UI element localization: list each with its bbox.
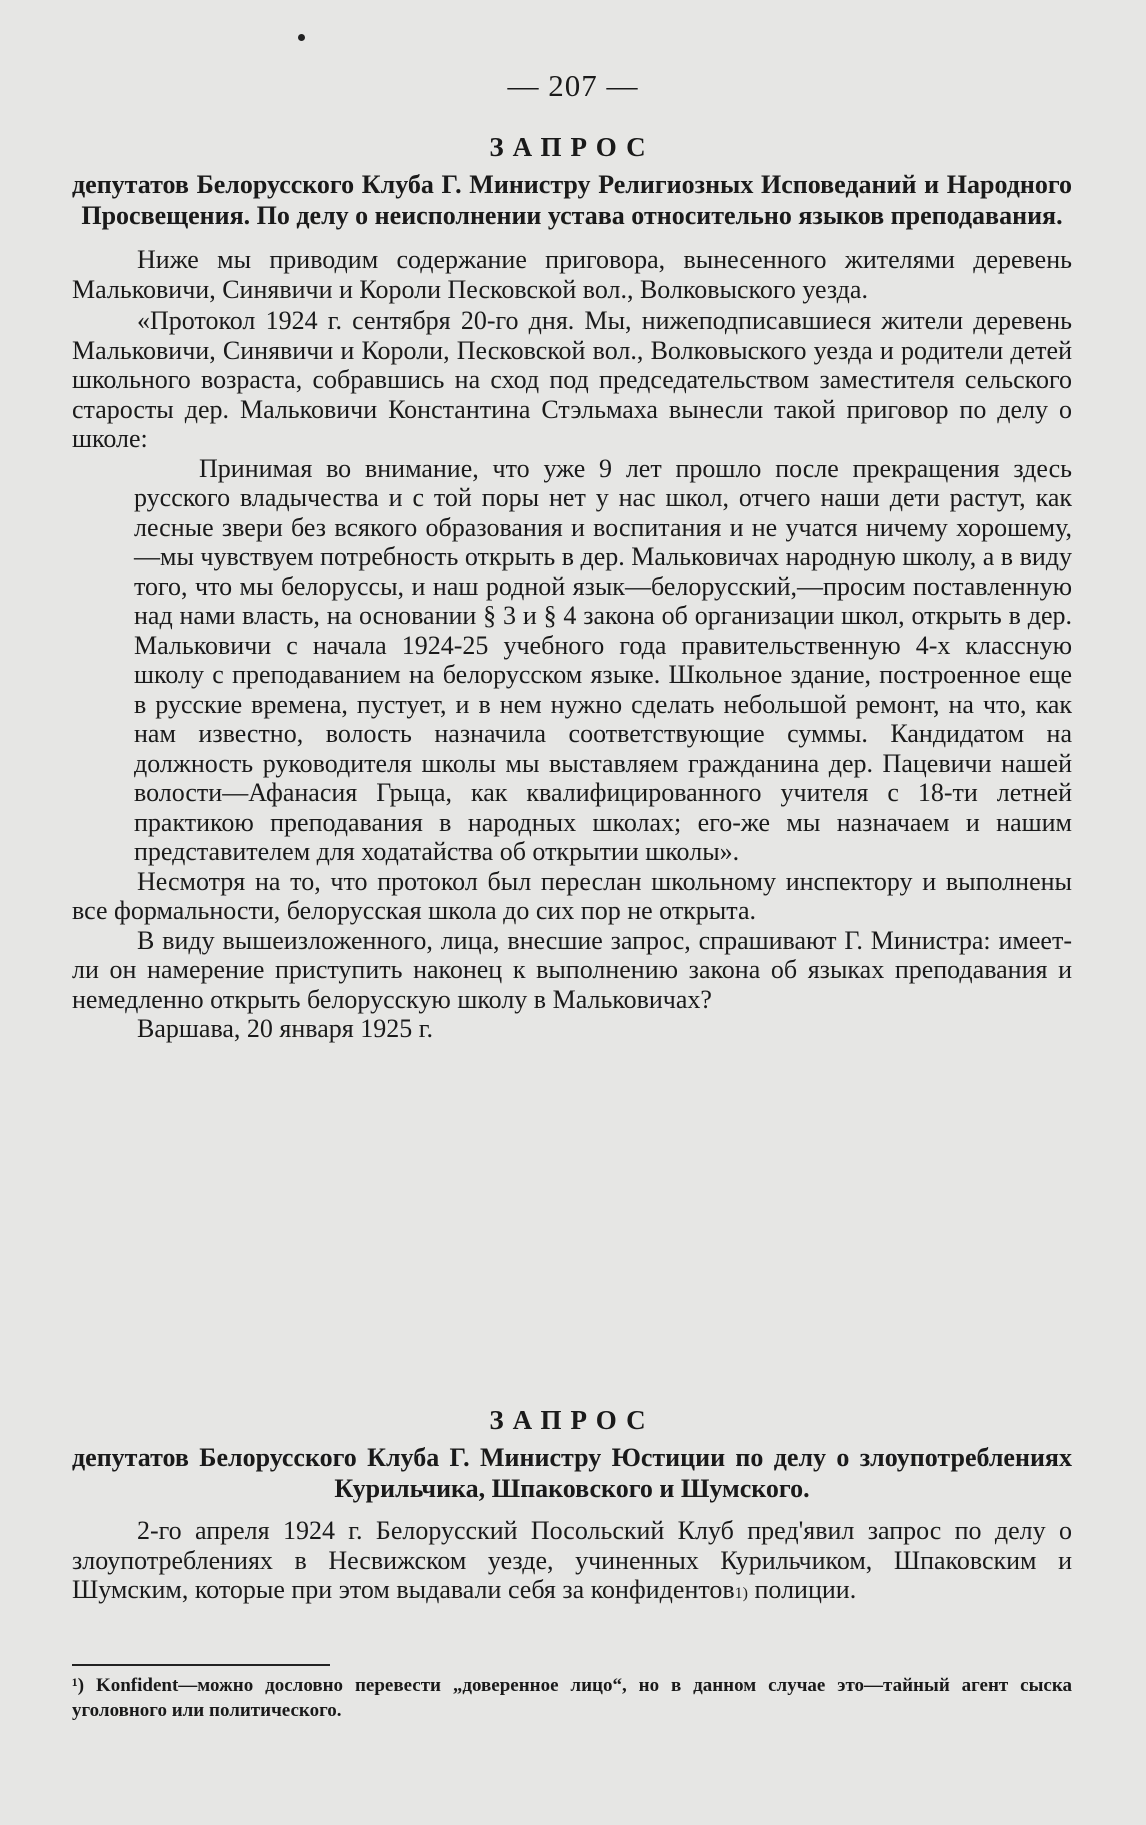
section2-paragraph-text: 2-го апреля 1924 г. Белорусский Посольский Клуб пред'явил запрос по делу о злоупотреблениях в Несвижском уезде, учиненных Курильчиком, Шпаковским и Шумским, которые при этом выдавали себя за конфидентов	[72, 1516, 1072, 1604]
section2-paragraph	[72, 1516, 1072, 1609]
section1-decision: Принимая во внимание, что уже 9 лет прошло после прекращения здесь русского владычества и с той поры нет у нас школ, отчего наши дети растут, как лесные звери без всякого образования и воспитания и не учатся ничему хорошему,—мы чувствуем потребность открыть в дер. Мальковичах народную школу, а в виду того, что мы белоруссы, и наш родной язык—белорусский,—просим поставленную над нами власть, на основании § 3 и § 4 закона об организации школ, открыть в дер. Мальковичи с начала 1924-25 учебного года правительственную 4-х классную школу с преподаванием на белорусском языке. Школьное здание, построенное еще в русские времена, пустует, и в нем нужно сделать небольшой ремонт, на что, как нам известно, волость назначила соответствующие суммы. Кандидатом на должность руководителя школы мы выставляем гражданина дер. Пацевичи нашей волости—Афанасия Грыца, как квалифицированного учителя с 18-ти летней практикою преподавания в народных школах; его-же мы назначаем и нашим представителем для ходатайства об открытии школы».	[134, 453, 1072, 866]
section1-heading: ЗАПРОС	[489, 132, 655, 162]
page-number: — 207 —	[507, 68, 639, 103]
footnote	[72, 1673, 1072, 1723]
footnote-divider	[72, 1664, 330, 1666]
section1-protocol: «Протокол 1924 г. сентября 20-го дня. Мы, нижеподписавшиеся жители деревень Мальковичи, Синявичи и Короли, Песковской вол., Волковыского уезда и родители детей школьного возраста, собравшись на сход под председательством заместителя сельского старосты дер. Мальковичи Константина Стэльмаха вынесли такой приговор по делу о школе:	[72, 306, 1072, 453]
ink-dot	[298, 34, 305, 41]
section1-date: Варшава, 20 января 1925 г.	[137, 1014, 433, 1043]
footnote-reference: 1)	[734, 1585, 748, 1602]
section1-intro: Ниже мы приводим содержание приговора, вынесенного жителями деревень Мальковичи, Синявичи и Короли Песковской вол., Волковыского уезда.	[72, 245, 1072, 304]
section2	[72, 1405, 1072, 1609]
footnote-mark: ¹)	[72, 1675, 85, 1696]
section2-heading: ЗАПРОС	[489, 1405, 655, 1435]
section1-subtitle: депутатов Белорусского Клуба Г. Министру Религиозных Исповеданий и Народного Просвещения. По делу о неисполнении устава относительно языков преподавания.	[72, 170, 1072, 230]
section2-paragraph-end: полиции.	[748, 1575, 857, 1604]
section1-despite: Несмотря на то, что протокол был переслан школьному инспектору и выполнены все формальности, белорусская школа до сих пор не открыта.	[72, 866, 1072, 925]
section1-question: В виду вышеизложенного, лица, внесшие запрос, спрашивают Г. Министра: имеет-ли он намерение приступить наконец к выполнению закона об языках преподавания и немедленно открыть белорусскую школу в Мальковичах?	[72, 925, 1072, 1014]
section1	[72, 132, 1072, 1044]
footnote-text: Konfident—можно дословно перевести „доверенное лицо“, но в данном случае это—тайный агент сыска уголовного или политического.	[72, 1675, 1073, 1721]
section2-subtitle: депутатов Белорусского Клуба Г. Министру Юстиции по делу о злоупотреблениях Курильчика, Шпаковского и Шумского.	[72, 1443, 1072, 1503]
